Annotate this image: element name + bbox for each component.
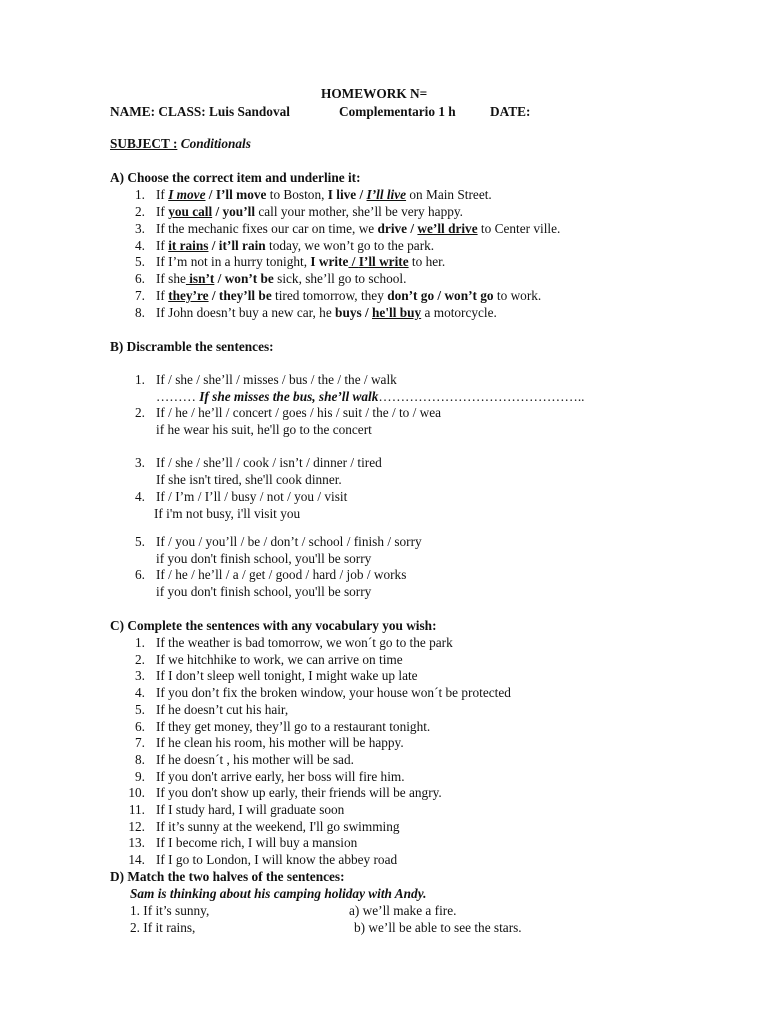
item-number: 8.: [135, 305, 145, 320]
item-number: 8.: [135, 751, 145, 767]
answer-choice: I write: [310, 254, 349, 269]
sentence-text: to Boston,: [266, 187, 328, 202]
item-number: 1.: [135, 635, 145, 650]
date-label: DATE:: [490, 104, 531, 119]
section-a-title: A) Choose the correct item and underline it:: [110, 170, 361, 185]
answer-choice: they’ll be: [218, 288, 272, 303]
item-number: 6.: [135, 271, 145, 286]
answer-choice: you’ll: [222, 204, 256, 219]
answer-line: [156, 389, 585, 406]
sentence-text: If: [156, 238, 169, 253]
answer-choice: isn’t: [185, 271, 215, 286]
sentence-text: /: [205, 187, 216, 202]
item-number: 6.: [135, 718, 145, 734]
name-line: [110, 104, 290, 121]
sentence-text: If: [156, 187, 169, 202]
sentence-text: to Center ville.: [477, 221, 561, 236]
answer-choice: I move: [168, 187, 206, 202]
item-number: 11.: [128, 802, 145, 817]
answer-choice: I’ll live: [366, 187, 407, 202]
scrambled-words: If / you / you’ll / be / don’t / school / finish / sorry: [156, 534, 422, 549]
completed-sentence: If I study hard, I will graduate soon: [156, 802, 345, 817]
item-number: 4.: [135, 489, 145, 504]
match-right-1: a) we’ll make a fire.: [349, 903, 457, 918]
subject-label: SUBJECT :: [110, 136, 178, 151]
sentence-text: /: [434, 288, 445, 303]
sentence-text: If the mechanic fixes our car on time, we: [156, 221, 378, 236]
scrambled-words: If / he / he’ll / a / get / good / hard / job / works: [156, 567, 407, 582]
answer-choice: I’ll move: [215, 187, 267, 202]
match-right-2: b) we’ll be able to see the stars.: [354, 920, 522, 935]
item-number: 2.: [135, 651, 145, 667]
answer-choice: he'll buy: [372, 305, 422, 320]
item-number: 2.: [135, 204, 145, 219]
item-number: 4.: [135, 238, 145, 253]
sentence-text: /: [361, 305, 373, 320]
sentence-text: call your mother, she’ll be very happy.: [255, 204, 463, 219]
answer-choice: I’ll write: [358, 254, 409, 269]
sentence-text: tired tomorrow, they: [271, 288, 388, 303]
section-d-title: D) Match the two halves of the sentences:: [110, 869, 345, 884]
item-number: 3.: [135, 455, 145, 470]
subject-value: Conditionals: [180, 136, 251, 151]
student-name: Luis Sandoval: [209, 104, 290, 119]
section-a-item: [156, 254, 445, 271]
section-d-subtitle: Sam is thinking about his camping holiday with Andy.: [130, 886, 427, 901]
sentence-text: today, we won’t go to the park.: [265, 238, 435, 253]
section-a-item: [156, 271, 406, 288]
completed-sentence: If he doesn’t cut his hair,: [156, 701, 289, 717]
answer-choice: won’t go: [444, 288, 494, 303]
section-a-item: [156, 238, 434, 255]
sentence-text: /: [356, 187, 367, 202]
answer-choice: drive: [377, 221, 408, 236]
completed-sentence: If you don't show up early, their friends will be angry.: [156, 785, 442, 801]
match-left-1: 1. If it’s sunny,: [130, 903, 210, 918]
sentence-text: a motorcycle.: [421, 305, 497, 320]
answer-choice: we’ll drive: [417, 221, 478, 236]
answer-choice: won’t be: [224, 271, 274, 286]
item-number: 5.: [135, 534, 145, 549]
scrambled-words: If / he / he’ll / concert / goes / his / suit / the / to / wea: [156, 405, 442, 420]
sentence-text: If I’m not in a hurry tonight,: [156, 254, 311, 269]
course-name: Complementario 1 h: [339, 104, 456, 119]
completed-sentence: If we hitchhike to work, we can arrive on time: [156, 651, 403, 667]
sentence-text: /: [208, 238, 219, 253]
sentence-text: sick, she’ll go to school.: [273, 271, 407, 286]
sentence-text: /: [212, 204, 223, 219]
sentence-text: If John doesn’t buy a new car, he: [156, 305, 336, 320]
answer-choice: it’ll rain: [218, 238, 266, 253]
item-number: 5.: [135, 701, 145, 717]
item-number: 5.: [135, 254, 145, 269]
sentence-text: /: [407, 221, 418, 236]
section-b-title: B) Discramble the sentences:: [110, 339, 274, 354]
section-a-item: [156, 221, 560, 238]
sentence-text: to work.: [493, 288, 542, 303]
answer-dots: ………: [156, 389, 196, 404]
completed-sentence: If the weather is bad tomorrow, we won´t go to the park: [156, 635, 453, 650]
item-number: 1.: [135, 187, 145, 202]
item-number: 3.: [135, 668, 145, 684]
answer-choice: it rains: [168, 238, 209, 253]
item-number: 13.: [128, 835, 145, 851]
completed-sentence: If I go to London, I will know the abbey road: [156, 852, 398, 868]
sentence-text: If: [156, 288, 169, 303]
completed-sentence: If you don’t fix the broken window, your house won´t be protected: [156, 685, 511, 701]
completed-sentence: If they get money, they’ll go to a restaurant tonight.: [156, 718, 431, 734]
item-number: 7.: [135, 735, 145, 751]
sentence-text: to her.: [408, 254, 446, 269]
answer-choice: don’t go: [387, 288, 435, 303]
answer-choice: they’re: [168, 288, 209, 303]
sentence-text: /: [348, 254, 359, 269]
name-label: NAME:: [110, 104, 156, 119]
item-number: 2.: [135, 405, 145, 420]
sentence-text: /: [214, 271, 225, 286]
sentence-text: /: [208, 288, 219, 303]
class-label: CLASS:: [158, 104, 206, 119]
completed-sentence: If he clean his room, his mother will be happy.: [156, 735, 404, 751]
item-number: 1.: [135, 372, 145, 387]
answer-text: if you don't finish school, you'll be sorry: [156, 551, 372, 566]
completed-sentence: If you don't arrive early, her boss will fire him.: [156, 768, 405, 784]
completed-sentence: If he doesn´t , his mother will be sad.: [156, 751, 354, 767]
match-left-2: 2. If it rains,: [130, 920, 196, 935]
item-number: 7.: [135, 288, 145, 303]
item-number: 4.: [135, 685, 145, 701]
section-a-item: [156, 305, 497, 322]
answer-text: if he wear his suit, he'll go to the concert: [156, 422, 372, 437]
answer-text: If she misses the bus, she’ll walk: [195, 389, 379, 404]
completed-sentence: If I become rich, I will buy a mansion: [156, 835, 358, 851]
answer-choice: you call: [168, 204, 213, 219]
sentence-text: If: [156, 204, 169, 219]
answer-text: If i'm not busy, i'll visit you: [154, 506, 301, 521]
section-a-item: [156, 204, 463, 221]
answer-text: If she isn't tired, she'll cook dinner.: [156, 472, 342, 487]
answer-choice: I live: [327, 187, 357, 202]
item-number: 3.: [135, 221, 145, 236]
scrambled-words: If / I’m / I’ll / busy / not / you / visit: [156, 489, 348, 504]
item-number: 10.: [128, 785, 145, 801]
answer-text: if you don't finish school, you'll be sorry: [156, 584, 372, 599]
answer-choice: buys: [335, 305, 362, 320]
completed-sentence: If I don’t sleep well tonight, I might wake up late: [156, 668, 418, 684]
answer-dots: ………………………………………..: [378, 389, 585, 404]
section-c-title: C) Complete the sentences with any vocabulary you wish:: [110, 618, 437, 633]
page-title: HOMEWORK N=: [321, 86, 428, 101]
scrambled-words: If / she / she’ll / cook / isn’t / dinner / tired: [156, 455, 382, 470]
sentence-text: on Main Street.: [406, 187, 492, 202]
item-number: 12.: [128, 818, 145, 834]
scrambled-words: If / she / she’ll / misses / bus / the / the / walk: [156, 372, 397, 387]
item-number: 6.: [135, 567, 145, 582]
section-a-item: [156, 187, 492, 204]
item-number: 9.: [135, 768, 145, 784]
completed-sentence: If it’s sunny at the weekend, I'll go swimming: [156, 818, 400, 834]
sentence-text: If she: [156, 271, 186, 286]
item-number: 14.: [128, 852, 145, 868]
subject-line: [110, 136, 251, 153]
section-a-item: [156, 288, 541, 305]
